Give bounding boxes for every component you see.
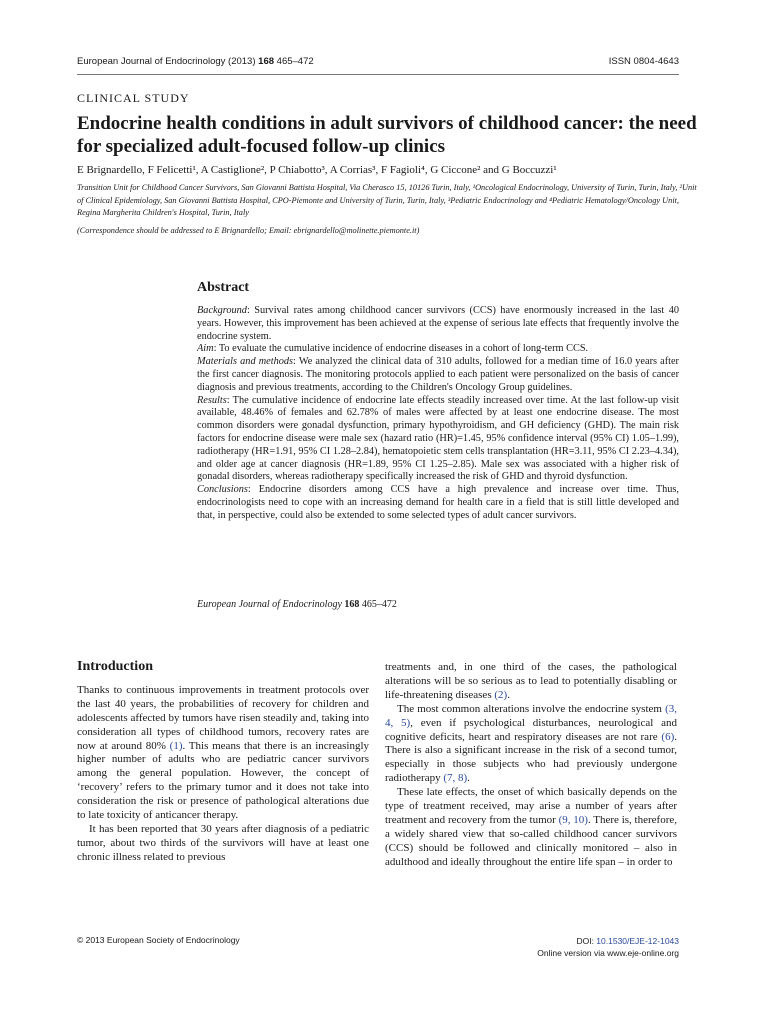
reference-link[interactable]: (1) [169, 739, 183, 752]
reference-link[interactable]: (6) [661, 730, 675, 743]
abstract-conclusions: Conclusions: Endocrine disorders among CCS have a high prevalence and increase over time. Thus, endocrinologists need to cope with an increasing demand for health care in a field that is still little developed and that, in perspective, could also be extended to some selected types of adult cancer survivors. [197, 484, 679, 521]
issn: ISSN 0804-4643 [608, 56, 679, 67]
running-header [77, 56, 679, 67]
footer-doi-block [537, 935, 679, 959]
reference-link[interactable]: (3, 4, 5) [385, 702, 677, 729]
online-version: Online version via www.eje-online.org [537, 948, 679, 958]
reference-link[interactable]: (9, 10) [558, 813, 588, 826]
journal-citation: European Journal of Endocrinology 168 465–472 [197, 599, 397, 610]
introduction-heading: Introduction [77, 659, 153, 674]
article-title: Endocrine health conditions in adult survivors of childhood cancer: the need for specialized adult-focused follow-up clinics [77, 113, 697, 157]
abstract-results: Results: The cumulative incidence of endocrine late effects steadily increased over time. At the last follow-up visit available, 48.46% of females and 62.78% of males were affected by at least one endocrine disease. The most common disorders were gonadal dysfunction, primary hypothyroidism, and GH deficiency (GHD). The main risk factors for endocrine disease were male sex (hazard ratio (HR)=1.45, 95% confidence interval (95% CI) 1.05–1.99), radiotherapy (HR=1.91, 95% CI 1.28–2.84), hematopoietic stem cells transplantation (HR=3.11, 95% CI 2.23–4.34), and older age at cancer diagnosis (HR=1.89, 95% CI 1.25–2.85). Male sex was associated with a higher risk of gonadal disorders, whereas radiotherapy specifically increased the risk of GHD and thyroid dysfunction. [197, 394, 679, 483]
journal-reference: European Journal of Endocrinology (2013) 168 465–472 [77, 56, 314, 67]
affiliations: Transition Unit for Childhood Cancer Survivors, San Giovanni Battista Hospital, Via Cherasco 15, 10126 Turin, Italy, ¹Oncological Endocrinology, University of Turin, Turin, Italy, ²Unit of Clinical Epidemiology, San Giovanni Battista Hospital, CPO-Piemonte and University of Turin, Turin, Italy, ³Pediatric Endocrinology and ⁴Pediatric Hematology/Oncology Unit, Regina Margherita Children's Hospital, Turin, Italy [77, 183, 697, 217]
intro-paragraph-3: treatments and, in one third of the cases, the pathological alterations will be so serious as to lead to potentially disabling or life-threatening diseases (2). [385, 661, 677, 701]
article-type-label: CLINICAL STUDY [77, 91, 190, 105]
copyright-notice: © 2013 European Society of Endocrinology [77, 935, 240, 945]
reference-link[interactable]: (7, 8) [443, 772, 468, 785]
abstract-methods: Materials and methods: We analyzed the clinical data of 310 adults, followed for a median time of 16.0 years after the first cancer diagnosis. The monitoring protocols applied to each patient were personalized on the basis of cancer diagnosis and previous treatments, according to the Children's Oncology Group guidelines. [197, 356, 679, 393]
correspondence: (Correspondence should be addressed to E Brignardello; Email: ebrignardello@molinette.piemonte.it) [77, 226, 420, 235]
intro-paragraph-4: The most common alterations involve the endocrine system (3, 4, 5), even if psychological disturbances, neurological and cognitive deficits, heart and respiratory diseases are not rare (6). There is also a significant increase in the risk of a second tumor, especially in those subjects who had previously undergone radiotherapy (7, 8). [385, 702, 677, 785]
header-rule [77, 74, 679, 75]
author-list: E Brignardello, F Felicetti¹, A Castiglione², P Chiabotto³, A Corrias³, F Fagioli⁴, G Ciccone² and G Boccuzzi¹ [77, 164, 557, 176]
doi-link[interactable]: 10.1530/EJE-12-1043 [596, 936, 679, 946]
abstract-heading: Abstract [197, 280, 250, 295]
intro-paragraph-2: It has been reported that 30 years after diagnosis of a pediatric tumor, about two thirds of the survivors will have at least one chronic illness related to previous [77, 822, 369, 863]
reference-link[interactable]: (2) [494, 688, 508, 701]
intro-paragraph-1: Thanks to continuous improvements in treatment protocols over the last 40 years, the probabilities of recovery for children and adolescents affected by tumors have risen steadily and, taking into consideration all types of childhood tumors, recovery rates are now at around 80% (1). This means that there is an increasingly higher number of adults who are pediatric cancer survivors among the general population. However, the concept of ‘recovery’ refers to the primary tumor and it does not take into consideration the risk or presence of pathological alterations due to late toxicity of anticancer therapy. [77, 683, 369, 822]
abstract-background: Background: Survival rates among childhood cancer survivors (CCS) have enormously increased in the last 40 years. However, this improvement has been achieved at the expense of serious late effects that frequently involve the endocrine system. [197, 305, 679, 342]
left-column [77, 660, 369, 865]
abstract-aim: Aim: To evaluate the cumulative incidence of endocrine diseases in a cohort of long-term CCS. [197, 343, 589, 355]
abstract-section [197, 280, 679, 523]
right-column [385, 661, 677, 870]
doi-line: DOI: 10.1530/EJE-12-1043 [576, 936, 679, 946]
intro-paragraph-5: These late effects, the onset of which basically depends on the type of treatment received, may arise a number of years after treatment and recovery from the tumor (9, 10). There is, therefore, a widely shared view that so-called childhood cancer survivors (CCS) should be followed and clinically monitored – also in adulthood and ideally throughout the entire life span – in order to [385, 786, 678, 868]
